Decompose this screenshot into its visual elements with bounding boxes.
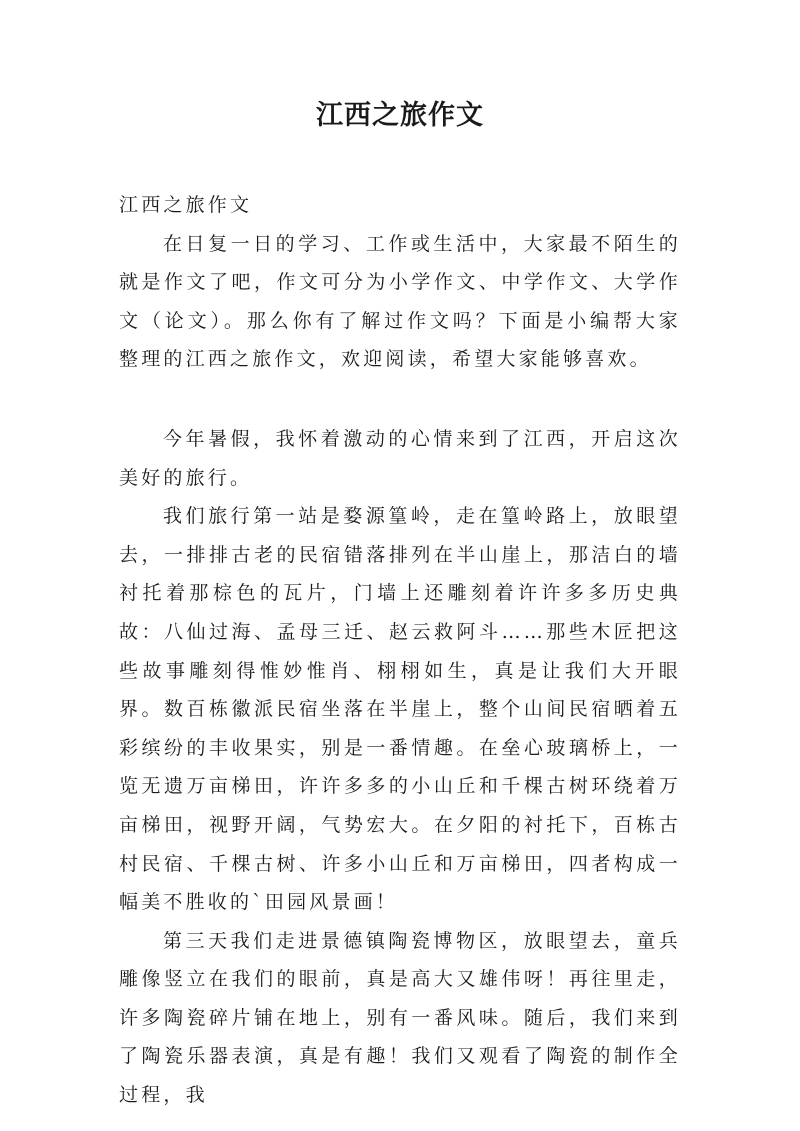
paragraph-gap	[119, 379, 681, 420]
body-paragraph: 我们旅行第一站是婺源篁岭，走在篁岭路上，放眼望去，一排排古老的民宿错落排列在半山崖上，那洁白的墙衬托着那棕色的瓦片，门墙上还雕刻着许许多多历史典故：八仙过海、孟母三迁、赵云救阿斗……那些木匠把这些故事雕刻得惟妙惟肖、栩栩如生，真是让我们大开眼界。数百栋徽派民宿坐落在半崖上，整个山间民宿晒着五彩缤纷的丰收果实，别是一番情趣。在垒心玻璃桥上，一览无遗万亩梯田，许许多多的小山丘和千棵古树环绕着万亩梯田，视野开阔，气势宏大。在夕阳的衬托下，百栋古村民宿、千棵古树、许多小山丘和万亩梯田，四者构成一幅美不胜收的`田园风景画！	[119, 505, 681, 914]
intro-paragraph: 在日复一日的学习、工作或生活中，大家最不陌生的就是作文了吧，作文可分为小学作文、中学作文、大学作文（论文）。那么你有了解过作文吗？下面是小编帮大家整理的江西之旅作文，欢迎阅读，希望大家能够喜欢。	[119, 232, 681, 371]
body-paragraph: 今年暑假，我怀着激动的心情来到了江西，开启这次美好的旅行。	[119, 427, 681, 489]
document-title: 江西之旅作文	[316, 100, 484, 131]
body-paragraph: 第三天我们走进景德镇陶瓷博物区，放眼望去，童兵雕像竖立在我们的眼前，真是高大又雄伟呀！再往里走，许多陶瓷碎片铺在地上，别有一番风味。随后，我们来到了陶瓷乐器表演，真是有趣！我们又观看了陶瓷的制作全过程，我	[119, 929, 681, 1107]
document-body	[119, 186, 681, 1115]
document-subtitle: 江西之旅作文	[119, 194, 253, 216]
